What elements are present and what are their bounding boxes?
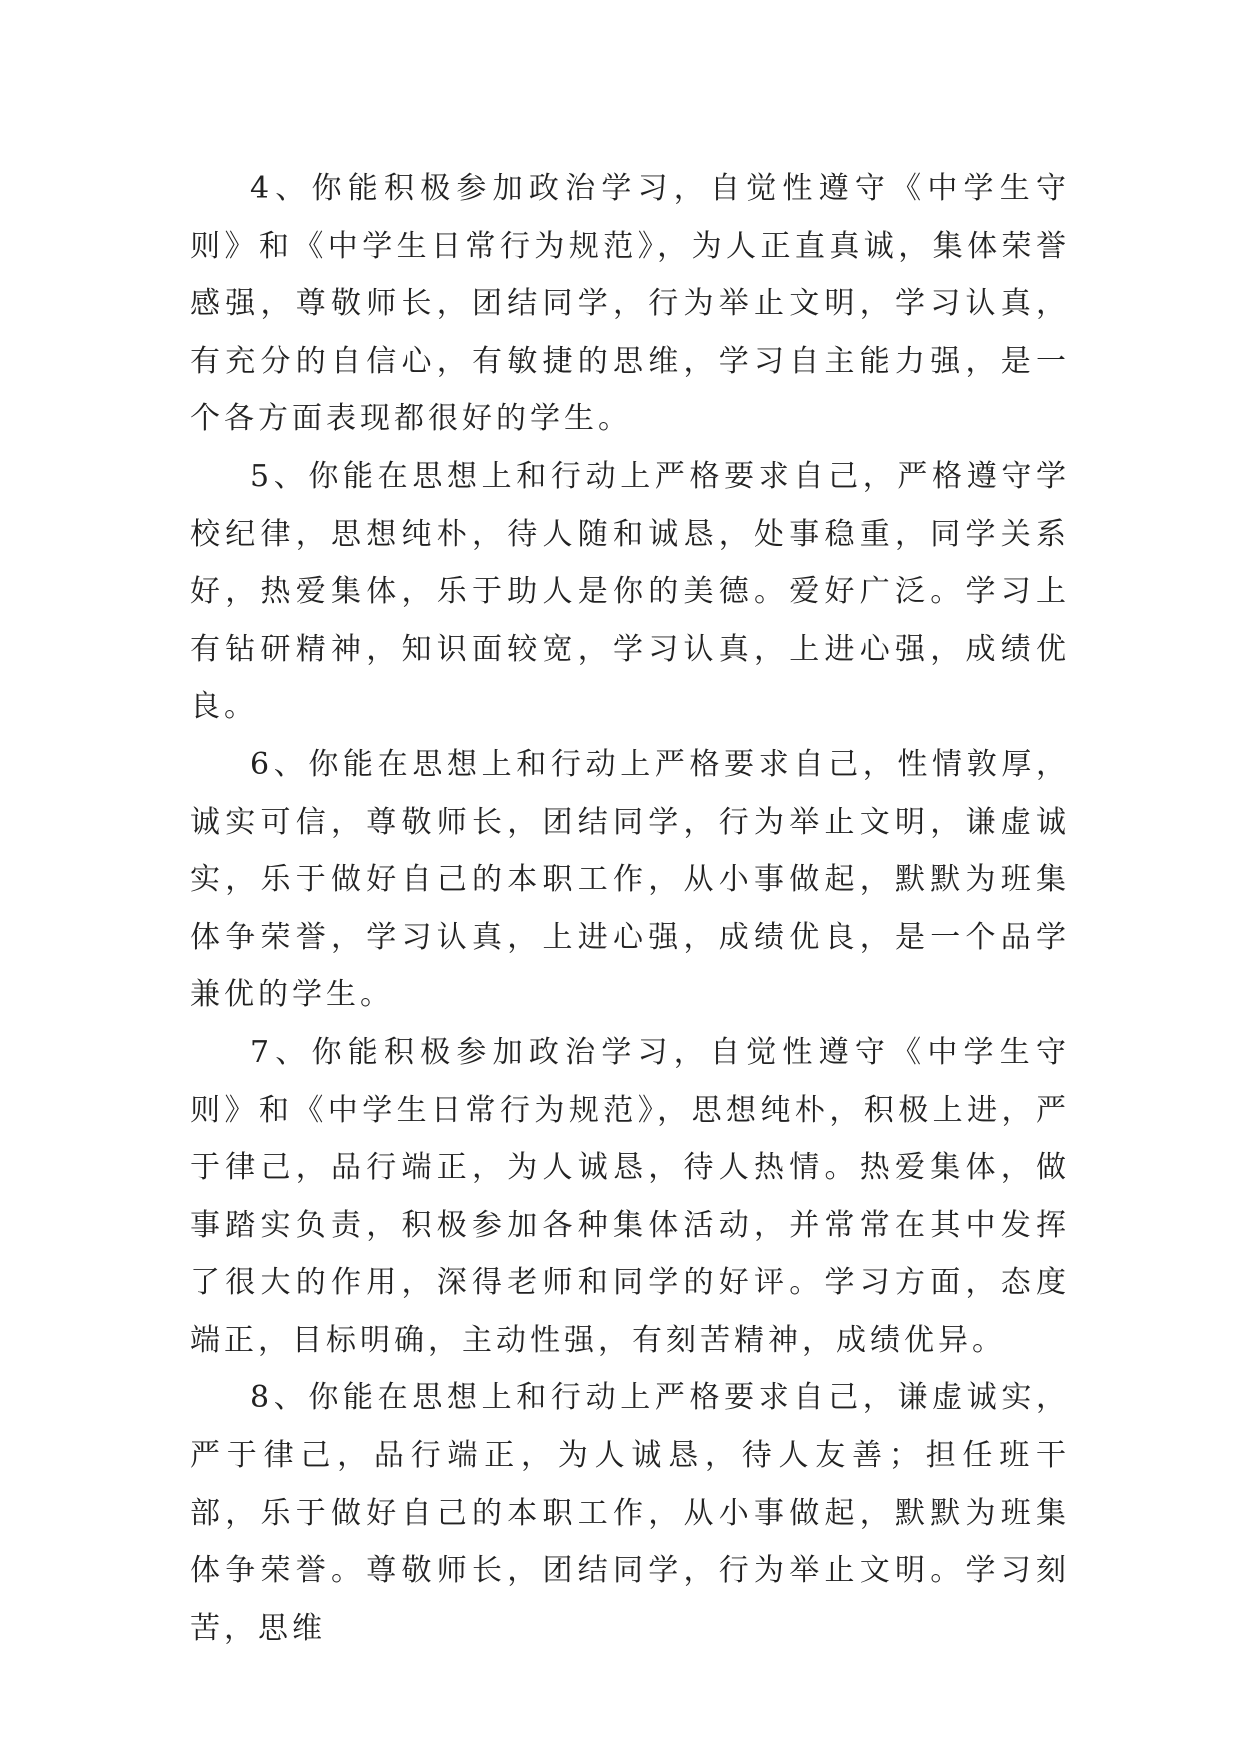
paragraph-5: 5、你能在思想上和行动上严格要求自己，严格遵守学校纪律，思想纯朴，待人随和诚恳，处事稳重，同学关系好，热爱集体，乐于助人是你的美德。爱好广泛。学习上有钻研精神，知识面较宽，学习认真，上进心强，成绩优良。 [190,458,1070,725]
paragraph-6: 6、你能在思想上和行动上严格要求自己，性情敦厚，诚实可信，尊敬师长，团结同学，行为举止文明，谦虚诚实，乐于做好自己的本职工作，从小事做起，默默为班集体争荣誉，学习认真，上进心强，成绩优良，是一个品学兼优的学生。 [190,746,1070,1013]
paragraph-8: 8、你能在思想上和行动上严格要求自己，谦虚诚实，严于律己，品行端正，为人诚恳，待人友善；担任班干部，乐于做好自己的本职工作，从小事做起，默默为班集体争荣誉。尊敬师长，团结同学，行为举止文明。学习刻苦，思维 [190,1380,1070,1646]
paragraph-7: 7、你能积极参加政治学习，自觉性遵守《中学生守则》和《中学生日常行为规范》，思想纯朴，积极上进，严于律己，品行端正，为人诚恳，待人热情。热爱集体，做事踏实负责，积极参加各种集体活动，并常常在其中发挥了很大的作用，深得老师和同学的好评。学习方面，态度端正，目标明确，主动性强，有刻苦精神，成绩优异。 [190,1034,1070,1358]
document-body [190,160,1070,1657]
paragraph-4: 4、你能积极参加政治学习，自觉性遵守《中学生守则》和《中学生日常行为规范》，为人正直真诚，集体荣誉感强，尊敬师长，团结同学，行为举止文明，学习认真，有充分的自信心，有敏捷的思维，学习自主能力强，是一个各方面表现都很好的学生。 [190,171,1070,437]
